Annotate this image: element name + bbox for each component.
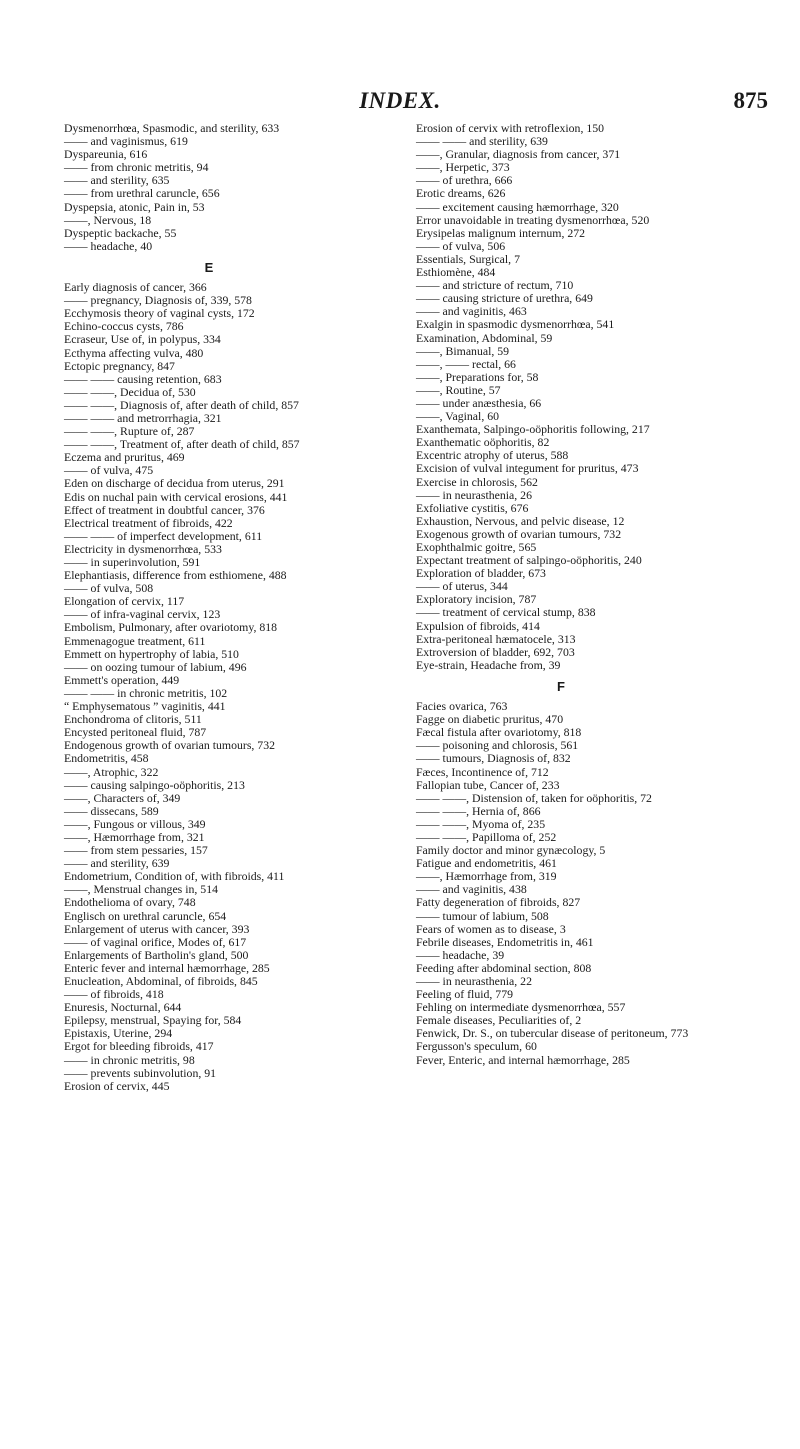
index-entry: Expulsion of fibroids, 414 — [416, 618, 540, 633]
index-entry: —— in superinvolution, 591 — [64, 555, 201, 569]
index-entry: —— excitement causing hæmorrhage, 320 — [416, 199, 619, 214]
index-entry: Enlargement of uterus with cancer, 393 — [64, 921, 250, 936]
index-entry: Exophthalmic goitre, 565 — [416, 540, 537, 554]
index-entry: Endogenous growth of ovarian tumours, 732 — [64, 738, 276, 753]
index-entry: Fæcal fistula after ovariotomy, 818 — [416, 725, 582, 740]
index-entry: —— ——, Distension of, taken for oöphoritis, 72 — [416, 790, 652, 805]
index-entry: —— —— and sterility, 639 — [416, 134, 548, 149]
index-column-right — [416, 122, 756, 1067]
index-entry: Endothelioma of ovary, 748 — [64, 895, 196, 910]
index-entry: —— of uterus, 344 — [416, 579, 508, 594]
index-entry: Essentials, Surgical, 7 — [416, 251, 520, 266]
index-entry: ——, Menstrual changes in, 514 — [64, 882, 218, 897]
index-entry: Exploratory incision, 787 — [416, 592, 537, 607]
index-entry: Ecthyma affecting vulva, 480 — [64, 345, 204, 360]
index-entry: Edis on nuchal pain with cervical erosions, 441 — [64, 489, 288, 504]
index-entry: Fallopian tube, Cancer of, 233 — [416, 777, 560, 792]
index-entry: Enuresis, Nocturnal, 644 — [64, 1000, 182, 1015]
index-entry: Fæces, Incontinence of, 712 — [416, 764, 549, 779]
index-entry: —— of vaginal orifice, Modes of, 617 — [64, 934, 247, 949]
index-column-left — [64, 122, 404, 1093]
index-entry: ——, Nervous, 18 — [64, 212, 152, 227]
index-entry: Fehling on intermediate dysmenorrhœa, 557 — [416, 1000, 626, 1015]
index-entry: Ecchymosis theory of vaginal cysts, 172 — [64, 306, 255, 321]
index-entry: —— treatment of cervical stump, 838 — [416, 605, 596, 620]
index-entry: Fergusson's speculum, 60 — [416, 1039, 537, 1054]
index-entry: Enlargements of Bartholin's gland, 500 — [64, 947, 249, 962]
index-entry: “ Emphysematous ” vaginitis, 441 — [64, 699, 226, 714]
index-entry: Erysipelas malignum internum, 272 — [416, 225, 586, 240]
index-entry: Feeling of fluid, 779 — [416, 987, 513, 1002]
index-entry: —— causing stricture of urethra, 649 — [416, 291, 593, 306]
index-entry: Fatty degeneration of fibroids, 827 — [416, 895, 581, 910]
index-entry: —— —— and metrorrhagia, 321 — [64, 410, 222, 425]
index-entry: —— ——, Hernia of, 866 — [416, 803, 541, 818]
index-entry: Epilepsy, menstrual, Spaying for, 584 — [64, 1013, 242, 1028]
index-entry: ——, Hæmorrhage from, 321 — [64, 829, 205, 844]
index-entry: —— of urethra, 666 — [416, 173, 513, 188]
index-entry: Dysmenorrhœa, Spasmodic, and sterility, 633 — [64, 121, 280, 135]
index-entry: ——, Characters of, 349 — [64, 790, 181, 805]
index-entry: —— of vulva, 508 — [64, 581, 154, 596]
index-entry: Dyspareunia, 616 — [64, 147, 148, 162]
index-entry: —— ——, Rupture of, 287 — [64, 424, 195, 439]
index-entry: Ergot for bleeding fibroids, 417 — [64, 1039, 214, 1054]
index-entry: Encysted peritoneal fluid, 787 — [64, 725, 207, 740]
index-entry: —— from stem pessaries, 157 — [64, 843, 208, 858]
index-entry: Dyspeptic backache, 55 — [64, 225, 177, 240]
index-entry: Fenwick, Dr. S., on tubercular disease of peritoneum, 773 — [416, 1026, 689, 1041]
section-letter: E — [204, 259, 214, 275]
index-entry: Emmett's operation, 449 — [64, 672, 180, 687]
page-header — [0, 84, 800, 114]
index-entry: Eden on discharge of decidua from uterus, 291 — [64, 476, 285, 491]
index-entry: Emmenagogue treatment, 611 — [64, 633, 206, 648]
index-entry: Excision of vulval integument for pruritus, 473 — [416, 461, 639, 476]
index-entry: Exfoliative cystitis, 676 — [416, 500, 529, 515]
index-entry: Exanthemata, Salpingo-oöphoritis following, 217 — [416, 422, 650, 437]
index-entry: —— pregnancy, Diagnosis of, 339, 578 — [64, 293, 252, 308]
index-entry: Fever, Enteric, and internal hæmorrhage, 285 — [416, 1052, 630, 1067]
index-entry: Expectant treatment of salpingo-oöphoritis, 240 — [416, 553, 642, 568]
index-entry: Erosion of cervix with retroflexion, 150 — [416, 121, 605, 135]
index-entry: —— ——, Myoma of, 235 — [416, 816, 546, 831]
index-entry: Female diseases, Peculiarities of, 2 — [416, 1013, 582, 1028]
index-entry: Exercise in chlorosis, 562 — [416, 474, 538, 489]
index-entry: Exogenous growth of ovarian tumours, 732 — [416, 526, 622, 541]
index-entry: —— causing salpingo-oöphoritis, 213 — [64, 777, 245, 792]
index-entry: Exalgin in spasmodic dysmenorrhœa, 541 — [416, 317, 615, 332]
index-entry: Extra-peritoneal hæmatocele, 313 — [416, 631, 576, 646]
index-entry: Emmett on hypertrophy of labia, 510 — [64, 646, 239, 661]
index-entry: ——, Preparations for, 58 — [416, 369, 539, 384]
index-entry: —— and vaginitis, 438 — [416, 882, 527, 897]
index-entry: Eczema and pruritus, 469 — [64, 450, 185, 465]
index-entry: —— —— of imperfect development, 611 — [64, 528, 263, 543]
running-title: INDEX. — [359, 88, 441, 113]
index-entry: Febrile diseases, Endometritis in, 461 — [416, 934, 594, 949]
index-entry: Englisch on urethral caruncle, 654 — [64, 908, 227, 923]
index-entry: Enchondroma of clitoris, 511 — [64, 712, 202, 727]
index-entry: Electrical treatment of fibroids, 422 — [64, 515, 233, 530]
index-entry: Exhaustion, Nervous, and pelvic disease, 12 — [416, 513, 625, 528]
index-entry: —— ——, Decidua of, 530 — [64, 384, 196, 399]
index-entry: Fatigue and endometritis, 461 — [416, 856, 557, 871]
index-entry: Enucleation, Abdominal, of fibroids, 845 — [64, 974, 258, 988]
index-entry: —— and sterility, 635 — [64, 173, 170, 188]
index-entry: —— and vaginitis, 463 — [416, 304, 527, 319]
section-letter: F — [557, 678, 565, 694]
index-entry: —— of infra-vaginal cervix, 123 — [64, 607, 221, 622]
index-entry: —— ——, Diagnosis of, after death of child, 857 — [64, 397, 299, 412]
index-entry: —— under anæsthesia, 66 — [416, 395, 542, 410]
index-entry: —— ——, Papilloma of, 252 — [416, 829, 557, 844]
index-entry: Feeding after abdominal section, 808 — [416, 960, 592, 975]
index-entry: —— from urethral caruncle, 656 — [64, 186, 220, 201]
index-entry: ——, Hæmorrhage from, 319 — [416, 869, 557, 884]
index-entry: Facies ovarica, 763 — [416, 699, 508, 714]
index-entry: —— in neurasthenia, 22 — [416, 974, 532, 988]
index-entry: Epistaxis, Uterine, 294 — [64, 1026, 173, 1041]
index-entry: Enteric fever and internal hæmorrhage, 285 — [64, 960, 270, 975]
index-entry: —— and sterility, 639 — [64, 856, 170, 871]
index-entry: —— tumour of labium, 508 — [416, 908, 549, 923]
index-entry: Exanthematic oöphoritis, 82 — [416, 435, 550, 450]
index-entry: —— on oozing tumour of labium, 496 — [64, 659, 247, 674]
index-entry: Embolism, Pulmonary, after ovariotomy, 818 — [64, 620, 278, 635]
index-entry: Extroversion of bladder, 692, 703 — [416, 644, 575, 659]
index-entry: Endometritis, 458 — [64, 751, 149, 766]
index-entry: —— in chronic metritis, 98 — [64, 1052, 195, 1067]
index-entry: Examination, Abdominal, 59 — [416, 330, 553, 345]
index-entry: ——, Herpetic, 373 — [416, 160, 510, 175]
index-entry: ——, Bimanual, 59 — [416, 343, 510, 358]
index-entry: Early diagnosis of cancer, 366 — [64, 280, 207, 295]
index-entry: Dyspepsia, atonic, Pain in, 53 — [64, 199, 205, 214]
index-entry: Error unavoidable in treating dysmenorrhœa, 520 — [416, 212, 650, 227]
index-entry: ——, Vaginal, 60 — [416, 409, 500, 424]
index-entry: —— headache, 40 — [64, 238, 153, 253]
index-entry: —— of fibroids, 418 — [64, 987, 164, 1002]
index-entry: —— tumours, Diagnosis of, 832 — [416, 751, 571, 766]
index-entry: Elongation of cervix, 117 — [64, 594, 185, 609]
index-entry: —— and stricture of rectum, 710 — [416, 278, 574, 293]
index-entry: —— and vaginismus, 619 — [64, 134, 188, 149]
index-entry: —— from chronic metritis, 94 — [64, 160, 209, 175]
index-entry: Fears of women as to disease, 3 — [416, 921, 566, 936]
index-entry: —— headache, 39 — [416, 947, 505, 962]
index-entry: —— ——, Treatment of, after death of child, 857 — [64, 437, 300, 452]
index-entry: —— of vulva, 506 — [416, 238, 506, 253]
index-entry: —— of vulva, 475 — [64, 463, 154, 478]
index-entry: ——, Routine, 57 — [416, 382, 501, 397]
index-entry: Erotic dreams, 626 — [416, 186, 506, 201]
index-entry: Esthiomène, 484 — [416, 265, 496, 280]
index-entry: —— —— causing retention, 683 — [64, 371, 222, 386]
index-entry: Echino-coccus cysts, 786 — [64, 319, 184, 334]
index-entry: —— —— in chronic metritis, 102 — [64, 685, 228, 700]
index-entry: Effect of treatment in doubtful cancer, 376 — [64, 502, 265, 517]
index-entry: Elephantiasis, difference from esthiomene, 488 — [64, 568, 287, 583]
index-entry: Ecraseur, Use of, in polypus, 334 — [64, 332, 221, 347]
index-entry: —— dissecans, 589 — [64, 803, 159, 818]
index-entry: —— in neurasthenia, 26 — [416, 487, 532, 502]
index-entry: Erosion of cervix, 445 — [64, 1078, 170, 1093]
index-entry: Eye-strain, Headache from, 39 — [416, 657, 561, 672]
index-entry: ——, —— rectal, 66 — [416, 356, 516, 371]
index-entry: Family doctor and minor gynæcology, 5 — [416, 843, 606, 858]
index-entry: Excentric atrophy of uterus, 588 — [416, 448, 569, 463]
page-number: 875 — [733, 88, 768, 113]
index-entry: Endometrium, Condition of, with fibroids, 411 — [64, 869, 285, 884]
index-entry: —— prevents subinvolution, 91 — [64, 1065, 217, 1080]
index-entry: Ectopic pregnancy, 847 — [64, 358, 175, 373]
index-entry: Fagge on diabetic pruritus, 470 — [416, 712, 564, 727]
index-entry: ——, Granular, diagnosis from cancer, 371 — [416, 147, 621, 162]
index-entry: Electricity in dysmenorrhœa, 533 — [64, 541, 222, 556]
index-entry: ——, Atrophic, 322 — [64, 764, 159, 779]
index-entry: ——, Fungous or villous, 349 — [64, 816, 206, 831]
index-entry: Exploration of bladder, 673 — [416, 566, 546, 581]
index-entry: —— poisoning and chlorosis, 561 — [416, 738, 579, 753]
